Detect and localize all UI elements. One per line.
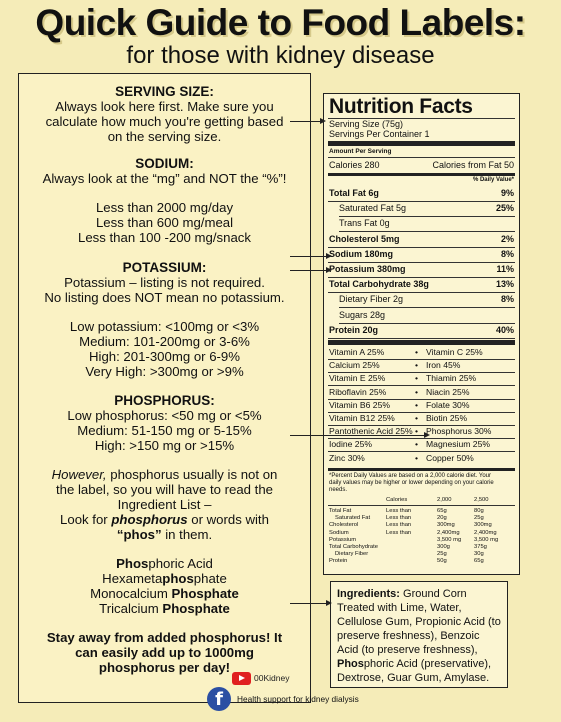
- nutrient-label: Cholesterol 5mg: [329, 233, 400, 244]
- ingredients-text: Ground Corn Treated with Lime, Water, Cellulose Gum, Propionic Acid (to preserve freshness), Benzoic Acid (to preserve freshness),: [337, 588, 501, 656]
- nutrient-value: 11%: [496, 264, 514, 274]
- sodium-limit: Less than 2000 mg/day: [95, 200, 234, 215]
- ingredients-box: [330, 581, 508, 688]
- however-text: the label, so you will have to read the: [56, 482, 273, 497]
- footnote-line: needs.: [329, 487, 348, 493]
- potassium-level: Low potassium: <100mg or <3%: [69, 319, 260, 334]
- vitamin-left: Iodine 25%: [329, 439, 373, 450]
- footnote-line: *Percent Daily Values are based on a 2,000 calorie diet. Your: [329, 473, 491, 479]
- potassium-level: High: 201-300mg or 6-9%: [88, 349, 240, 364]
- sodium-limit: Less than 100 -200 mg/snack: [77, 230, 251, 245]
- or-words-text: or words with: [187, 512, 269, 527]
- sodium-text: Always look at the “mg” and NOT the “%”!: [42, 171, 287, 186]
- nutrient-value: 8%: [500, 294, 514, 305]
- nutrient-label: Potassium 380mg: [329, 264, 406, 274]
- nutrient-row: [339, 310, 514, 320]
- calories-from-fat: Calories from Fat 50: [432, 160, 514, 170]
- warning-text: can easily add up to 1000mg: [75, 645, 254, 660]
- phos-ingredient: [19, 601, 310, 617]
- nutrient-row: [329, 188, 514, 198]
- vitamin-row: [329, 453, 514, 463]
- serving-text: on the serving size.: [107, 129, 222, 144]
- phosphorus-word: phosphorus: [111, 512, 188, 527]
- facebook-icon: f: [207, 687, 231, 711]
- nutrient-row: [329, 264, 514, 274]
- calorie-table-cell: Less than: [386, 508, 412, 514]
- calorie-table-cell: 2,500: [474, 497, 489, 503]
- phosphorus-heading: PHOSPHORUS:: [114, 393, 215, 408]
- bullet-icon: •: [415, 413, 419, 423]
- however-line: [19, 467, 310, 483]
- ingredient-bold: Phosphate: [162, 601, 230, 616]
- nutrient-row: [339, 294, 514, 304]
- nutrient-value: 8%: [500, 248, 514, 259]
- nutrient-row: [329, 279, 514, 289]
- arrow-phosphorus: [290, 435, 428, 436]
- facebook-page: Health support for kidney dialysis: [237, 694, 359, 704]
- phosphorus-level: Low phosphorus: <50 mg or <5%: [67, 408, 262, 423]
- footnote: [329, 473, 514, 494]
- phosphorus-level: Medium: 51-150 mg or 5-15%: [77, 423, 252, 438]
- calories: Calories 280: [329, 160, 380, 170]
- calorie-table-cell: 30g: [474, 551, 484, 558]
- warning-text: phosphorus per day!: [98, 660, 231, 675]
- calorie-table-cell: 300mg: [437, 522, 455, 529]
- calorie-table-cell: 20g: [437, 515, 447, 522]
- look-for-line: [19, 512, 310, 528]
- calorie-table-cell: Cholesterol: [329, 522, 359, 529]
- bullet-icon: •: [415, 373, 419, 384]
- vitamin-row: [329, 373, 514, 383]
- bullet-icon: •: [415, 386, 419, 397]
- arrow-serving: [290, 121, 324, 122]
- calorie-table-cell: 2,400mg: [474, 529, 497, 536]
- vitamin-left: Vitamin B6 25%: [329, 399, 390, 410]
- nutrient-value: 40%: [495, 324, 514, 335]
- calorie-table-cell: 300g: [437, 544, 450, 550]
- ingredient-bold: phos: [162, 571, 194, 586]
- potassium-text: No listing does NOT mean no potassium.: [44, 290, 285, 305]
- phos-ingredient: [19, 556, 310, 572]
- bullet-icon: •: [415, 452, 419, 463]
- ingredient-prefix: Tricalcium: [99, 601, 163, 616]
- sodium-limit: Less than 600 mg/meal: [95, 215, 234, 230]
- vitamin-left: Pantothenic Acid 25%: [329, 426, 413, 437]
- calorie-table-cell: 25g: [474, 515, 484, 522]
- nutrient-value: 9%: [500, 188, 514, 198]
- ingredient-bold: Phosphate: [171, 586, 239, 601]
- calorie-table-cell: Dietary Fiber: [335, 551, 369, 558]
- serving-text: calculate how much you're getting based: [45, 114, 284, 129]
- calorie-table-cell: Less than: [386, 522, 412, 529]
- calorie-table-cell: Sodium: [329, 529, 349, 536]
- phos-line: [19, 527, 310, 543]
- potassium-text: Potassium – listing is not required.: [64, 275, 265, 290]
- vitamin-right: Biotin 25%: [426, 413, 468, 423]
- calorie-table-cell: 50g: [437, 558, 447, 565]
- vitamin-left: Zinc 30%: [329, 452, 365, 463]
- bullet-icon: •: [415, 426, 419, 437]
- calories-row: [329, 160, 514, 170]
- facebook-badge[interactable]: [204, 687, 361, 713]
- however-text: Ingredient List –: [117, 497, 212, 512]
- warning-text: Stay away from added phosphorus! It: [46, 630, 283, 645]
- calorie-table-cell: Less than: [386, 515, 412, 522]
- phos-word: “phos”: [116, 527, 162, 542]
- ingredients-phos: Phos: [337, 658, 364, 670]
- vitamin-left: Vitamin A 25%: [329, 347, 385, 357]
- amount-per-serving: Amount Per Serving: [329, 148, 392, 155]
- nutrient-label: Saturated Fat 5g: [339, 203, 407, 214]
- ingredient-prefix: Hexameta: [102, 571, 163, 586]
- bullet-icon: •: [415, 399, 419, 410]
- phosphorus-level: High: >150 mg or >15%: [94, 438, 235, 453]
- nutrient-value: 13%: [495, 279, 514, 290]
- servings-per-container: Servings Per Container 1: [329, 129, 430, 139]
- vitamin-row: [329, 400, 514, 410]
- nutrition-title: Nutrition Facts: [329, 95, 473, 118]
- bullet-icon: •: [415, 347, 419, 357]
- calorie-table-cell: 2,400mg: [437, 529, 460, 536]
- sodium-heading: SODIUM:: [135, 156, 194, 171]
- nutrient-row: [339, 218, 514, 228]
- vitamin-right: Niacin 25%: [426, 386, 470, 397]
- nutrient-row: [329, 249, 514, 259]
- calorie-table-cell: 2,000: [437, 497, 452, 503]
- calorie-table-cell: 65g: [474, 558, 484, 565]
- serving-heading: SERVING SIZE:: [115, 84, 214, 99]
- youtube-channel: 00Kidney: [254, 673, 290, 683]
- page-title: Quick Guide to Food Labels:: [35, 2, 526, 43]
- ingredient-suffix: phate: [193, 571, 227, 586]
- nutrient-label: Total Fat 6g: [329, 188, 379, 198]
- nutrient-label: Trans Fat 0g: [339, 218, 390, 229]
- calorie-table-cell: Less than: [386, 529, 412, 536]
- nutrient-label: Dietary Fiber 2g: [339, 294, 404, 305]
- ingredient-suffix: phoric Acid: [148, 556, 213, 571]
- potassium-heading: POTASSIUM:: [122, 260, 207, 275]
- potassium-level: Medium: 101-200mg or 3-6%: [79, 334, 250, 349]
- bullet-icon: •: [415, 439, 419, 450]
- vitamin-left: Vitamin E 25%: [329, 373, 386, 384]
- calorie-table-cell: 25g: [437, 551, 447, 558]
- daily-value-header: % Daily Value*: [472, 177, 514, 183]
- nutrient-label: Total Carbohydrate 38g: [329, 279, 429, 290]
- phos-ingredient: [19, 571, 310, 587]
- footnote-line: daily values may be higher or lower depending on your calorie: [329, 480, 494, 486]
- ingredients-label: Ingredients:: [337, 588, 400, 600]
- vitamin-row: [329, 360, 514, 370]
- calorie-table-cell: 300mg: [474, 522, 492, 529]
- nutrient-row: [329, 325, 514, 335]
- nutrition-facts-label: [323, 93, 520, 575]
- youtube-icon: [232, 672, 251, 685]
- vitamin-left: Calcium 25%: [329, 360, 380, 371]
- calorie-table-cell: Calories: [386, 497, 408, 503]
- vitamin-row: [329, 413, 514, 423]
- vitamin-right: Thiamin 25%: [426, 373, 477, 384]
- calorie-table-cell: Saturated Fat: [335, 515, 371, 522]
- nutrient-row: [339, 203, 514, 213]
- ingredient-prefix: Monocalcium: [90, 586, 172, 601]
- nutrient-label: Sugars 28g: [339, 309, 386, 320]
- vitamin-right: Folate 30%: [426, 399, 470, 410]
- vitamin-left: Vitamin B12 25%: [329, 413, 395, 423]
- nutrient-label: Protein 20g: [329, 324, 379, 335]
- however-rest: phosphorus usually is not on: [106, 467, 278, 482]
- nutrient-value: 2%: [500, 233, 514, 244]
- vitamin-right: Iron 45%: [426, 360, 461, 371]
- youtube-badge[interactable]: [232, 672, 312, 686]
- vitamin-right: Vitamin C 25%: [426, 347, 483, 357]
- vitamin-row: [329, 347, 514, 357]
- calorie-table-cell: Total Fat: [329, 508, 352, 514]
- calorie-table-cell: Potassium: [329, 536, 357, 543]
- arrow-potassium: [290, 270, 330, 271]
- calorie-table-cell: 3,500 mg: [437, 536, 462, 543]
- vitamin-right: Phosphorus 30%: [426, 426, 492, 437]
- nutrient-value: 25%: [495, 203, 514, 214]
- page-subtitle: for those with kidney disease: [126, 42, 435, 69]
- arrow-ingredients: [290, 603, 330, 604]
- look-for-text: Look for: [60, 512, 112, 527]
- calorie-table-cell: 80g: [474, 508, 484, 514]
- vitamin-row: [329, 387, 514, 397]
- vitamin-right: Magnesium 25%: [426, 439, 491, 450]
- however-word: However,: [51, 467, 107, 482]
- potassium-level: Very High: >300mg or >9%: [85, 364, 244, 379]
- ingredient-bold: Phos: [116, 556, 149, 571]
- in-them-text: in them.: [161, 527, 213, 542]
- calorie-table-cell: 65g: [437, 508, 447, 514]
- calorie-table-cell: 375g: [474, 544, 487, 550]
- nutrient-label: Sodium 180mg: [329, 248, 394, 259]
- phos-ingredient: [19, 586, 310, 602]
- ingredients-text: phoric Acid (preservative), Dextrose, Guar Gum, Amylase.: [337, 658, 492, 684]
- nutrient-row: [329, 234, 514, 244]
- vitamin-left: Riboflavin 25%: [329, 386, 387, 397]
- vitamin-right: Copper 50%: [426, 452, 474, 463]
- vitamin-row: [329, 439, 514, 449]
- serving-text: Always look here first. Make sure you: [55, 99, 274, 114]
- calorie-table-cell: 3,500 mg: [474, 536, 499, 543]
- serving-size: Serving Size (75g): [329, 119, 404, 129]
- arrow-sodium: [290, 256, 330, 257]
- calorie-table-cell: Total Carbohydrate: [329, 544, 378, 550]
- guide-panel: [18, 73, 311, 703]
- bullet-icon: •: [415, 360, 419, 371]
- calorie-table-cell: Protein: [329, 558, 348, 565]
